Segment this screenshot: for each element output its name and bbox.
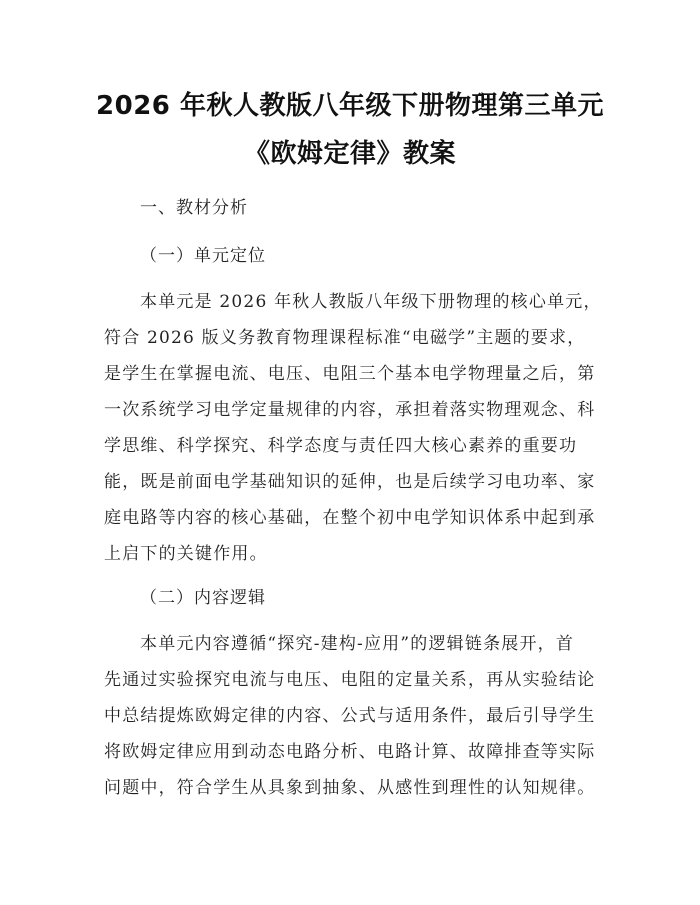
section-heading-textbook-analysis: 一、教材分析 — [140, 198, 248, 218]
paragraph-line: 一次系统学习电学定量规律的内容，承担着落实物理观念、科 — [104, 400, 596, 420]
paragraph-line: 庭电路等内容的核心基础，在整个初中电学知识体系中起到承 — [104, 508, 596, 528]
paragraph-line: 是学生在掌握电流、电压、电阻三个基本电学物理量之后，第 — [104, 364, 596, 384]
paragraph-line: 中总结提炼欧姆定律的内容、公式与适用条件，最后引导学生 — [104, 706, 596, 726]
paragraph-line: 先通过实验探究电流与电压、电阻的定量关系，再从实验结论 — [104, 670, 596, 690]
paragraph-line: 能，既是前面电学基础知识的延伸，也是后续学习电功率、家 — [104, 472, 596, 492]
paragraph-line: 学思维、科学探究、科学态度与责任四大核心素养的重要功 — [104, 436, 578, 456]
subsection-heading-unit-positioning: （一）单元定位 — [140, 246, 266, 266]
paragraph-line: 上启下的关键作用。 — [104, 544, 268, 564]
paragraph-line: 本单元内容遵循“探究-建构-应用”的逻辑链条展开，首 — [140, 634, 575, 654]
paragraph-line: 符合 2026 版义务教育物理课程标准“电磁学”主题的要求， — [104, 328, 586, 348]
document-title-line-1: 2026 年秋人教版八年级下册物理第三单元 — [96, 91, 604, 121]
paragraph-line: 将欧姆定律应用到动态电路分析、电路计算、故障排查等实际 — [104, 742, 596, 762]
paragraph-line: 本单元是 2026 年秋人教版八年级下册物理的核心单元， — [140, 292, 602, 312]
paragraph-line: 问题中，符合学生从具象到抽象、从感性到理性的认知规律。 — [104, 778, 596, 798]
subsection-heading-content-logic: （二）内容逻辑 — [140, 588, 266, 608]
paragraph-content-logic — [104, 626, 602, 806]
paragraph-unit-positioning — [104, 284, 602, 572]
document-title-line-2: 《欧姆定律》教案 — [243, 139, 456, 169]
